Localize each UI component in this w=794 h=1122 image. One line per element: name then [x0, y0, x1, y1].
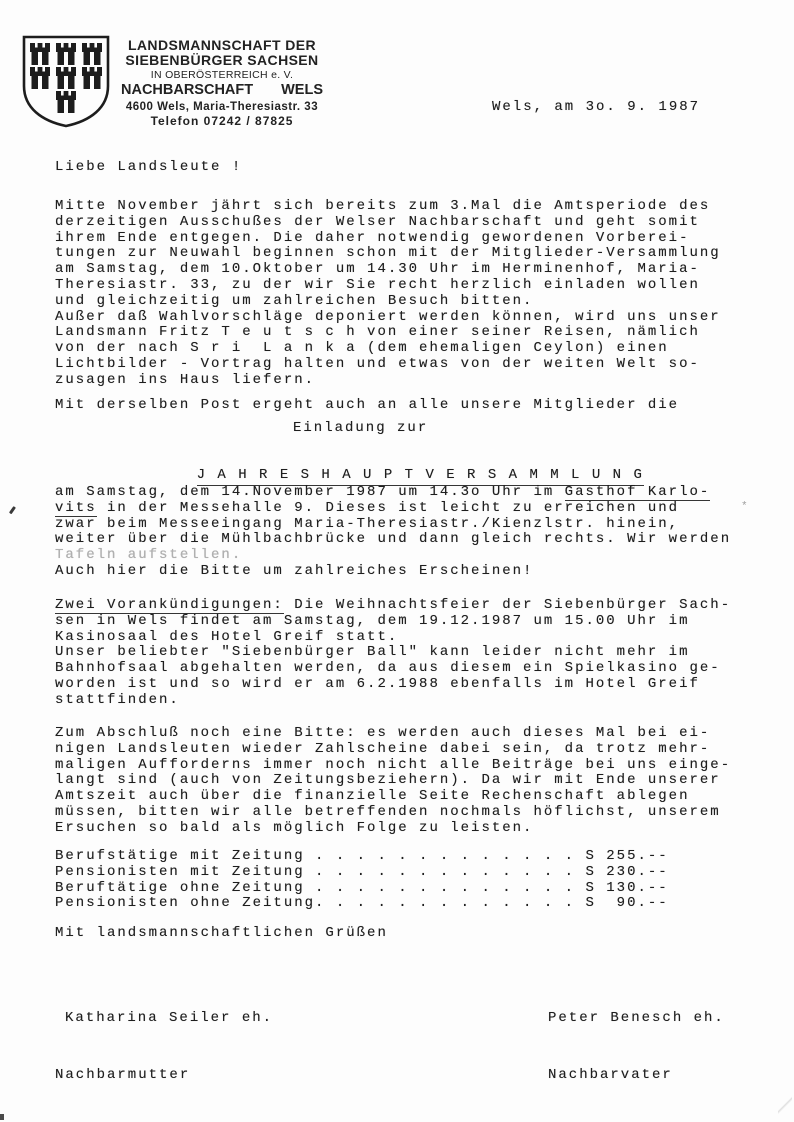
org-address: 4600 Wels, Maria-Theresiastr. 33	[125, 101, 319, 113]
letter-line	[55, 501, 731, 517]
letter-line	[55, 598, 731, 614]
scan-scuff-mark	[778, 1096, 792, 1114]
underlined-text: Gasthof Karlo-	[564, 484, 711, 500]
letter-line: sen in Wels findet am Samstag, dem 19.12.1987 um 15.00 Uhr im	[55, 612, 690, 629]
underlined-text: vits	[55, 499, 97, 516]
letter-line: nigen Landsleuten wieder Zahlscheine dabei sein, da trotz mehr-	[55, 740, 711, 757]
fee-row: Pensionisten mit Zeitung . . . . . . . . . . . . . S 230.--	[55, 863, 669, 880]
letter-line: langt sind (auch von Zeitungsbeziehern). Da wir mit Ende unserer	[55, 772, 721, 789]
paragraph-announcements	[55, 598, 731, 709]
letter-line: zwar beim Messeeingang Maria-Theresiastr./Kienzlstr. hinein,	[55, 515, 680, 532]
letter-line: Kasinosaal des Hotel Greif statt.	[55, 628, 399, 645]
org-phone: Telefon 07242 / 87825	[150, 114, 294, 128]
letter-line	[55, 485, 731, 501]
letter-line: worden ist und so wird er am 6.2.1988 ebenfalls im Hotel Greif	[55, 675, 700, 692]
letter-line: und gleichzeitig um zahlreichen Besuch bitten.	[55, 292, 534, 309]
letter-line: tungen zur Neuwahl beginnen schon mit der Mitglieder-Versammlung	[55, 245, 721, 262]
letter-line: maligen Aufforderns immer noch nicht alle Beiträge bei uns einge-	[55, 756, 732, 773]
text-segment: in der Messehalle 9. Dieses ist leicht zu erreichen und	[96, 499, 680, 516]
invitation-leadin: Mit derselben Post ergeht auch an alle unsere Mitglieder die	[55, 397, 680, 413]
text-segment: Die Weihnachtsfeier der Siebenbürger Sach-	[283, 597, 732, 613]
letter-line: Unser beliebter "Siebenbürger Ball" kann leider nicht mehr im	[55, 644, 690, 661]
letter-line: Mitte November jährt sich bereits zum 3.Mal die Amtsperiode des	[55, 198, 711, 214]
text-segment: Tafeln aufstellen.	[55, 547, 243, 564]
letter-line: derzeitigen Ausschußes der Welser Nachbarschaft und geht somit	[55, 213, 700, 230]
pen-tick-mark	[9, 506, 16, 514]
letter-line: Amtszeit auch über die finanzielle Seite Rechenschaft ablegen	[55, 788, 690, 805]
signature-right-role: Nachbarvater	[548, 1067, 673, 1083]
letter-line: am Samstag, dem 10.Oktober um 14.30 Uhr im Herminenhof, Maria-	[55, 261, 700, 278]
letter-line: weiter über die Mühlbachbrücke und dann gleich rechts. Wir werden	[55, 531, 732, 548]
fee-row: Pensionisten ohne Zeitung. . . . . . . . . . . . . S 90.--	[55, 895, 669, 912]
stray-asterisk-mark: *	[741, 501, 748, 513]
main-heading-text: J A H R E S H A U P T V E R S A M M L U N G	[197, 468, 644, 486]
org-chapter-word: NACHBARSCHAFT	[121, 82, 254, 98]
org-name-line1: LANDSMANNSCHAFT DER	[127, 37, 317, 53]
signature-right	[548, 971, 725, 1122]
letter-line: Ersuchen so bald als möglich Folge zu leisten.	[55, 819, 534, 836]
paragraph-directions	[55, 485, 731, 580]
letter-line: müssen, bitten wir alle betreffenden nochmals höflichst, unserem	[55, 803, 721, 820]
letter-line: ihrem Ende entgegen. Die daher notwendig gewordenen Vorberei-	[55, 229, 690, 246]
letter-line: Theresiastr. 33, zu der wir Sie recht herzlich einladen wollen	[55, 276, 700, 293]
letter-line: Außer daß Wahlvorschläge deponiert werden können, wird uns unser	[55, 308, 721, 325]
letter-line: Bahnhofsaal abgehalten werden, da aus diesem ein Spielkasino ge-	[55, 660, 721, 677]
letter-line: Zum Abschluß noch eine Bitte: es werden auch dieses Mal bei ei-	[55, 725, 711, 741]
org-chapter-line	[118, 83, 326, 98]
signature-left-role: Nachbarmutter	[55, 1067, 191, 1083]
letterhead	[118, 38, 326, 128]
signature-left	[55, 971, 273, 1122]
fee-table	[55, 849, 669, 912]
scan-corner-speck	[0, 1114, 4, 1120]
letter-line	[55, 548, 731, 564]
letter-line: zusagen ins Haus liefern.	[55, 371, 316, 388]
signature-left-name: Katharina Seiler eh.	[65, 1010, 274, 1026]
org-region-line: IN OBERÖSTERREICH e. V.	[150, 69, 294, 81]
invitation-leadin2: Einladung zur	[293, 420, 429, 436]
fee-row: Beruftätige ohne Zeitung . . . . . . . . . . . . . S 130.--	[55, 879, 669, 896]
underlined-text: Zwei Vorankündigungen:	[55, 597, 284, 613]
letter-line: von der nach S r i L a n k a (dem ehemaligen Ceylon) einen	[55, 340, 669, 357]
text-segment: am Samstag, dem 14.November 1987 um 14.3o Uhr im	[55, 484, 565, 500]
paragraph-payment-request	[55, 726, 731, 837]
letter-line: Auch hier die Bitte um zahlreiches Erscheinen!	[55, 562, 534, 579]
date-line: Wels, am 3o. 9. 1987	[492, 99, 701, 115]
signature-right-name: Peter Benesch eh.	[548, 1010, 725, 1026]
fee-row: Berufstätige mit Zeitung . . . . . . . . . . . . . S 255.--	[55, 848, 669, 864]
org-city-word: WELS	[281, 82, 323, 98]
closing-line: Mit landsmannschaftlichen Grüßen	[55, 925, 388, 941]
paragraph-intro	[55, 199, 721, 389]
letter-line: Lichtbilder - Vortrag halten und etwas von der weiten Welt so-	[55, 355, 700, 372]
letter-line: Landsmann Fritz T e u t s c h von einer seiner Reisen, nämlich	[55, 324, 700, 341]
org-name-line2: SIEBENBÜRGER SACHSEN	[125, 52, 319, 68]
salutation: Liebe Landsleute !	[55, 159, 243, 175]
siebenbuergen-crest-icon	[20, 34, 112, 135]
letter-line: stattfinden.	[55, 691, 180, 708]
